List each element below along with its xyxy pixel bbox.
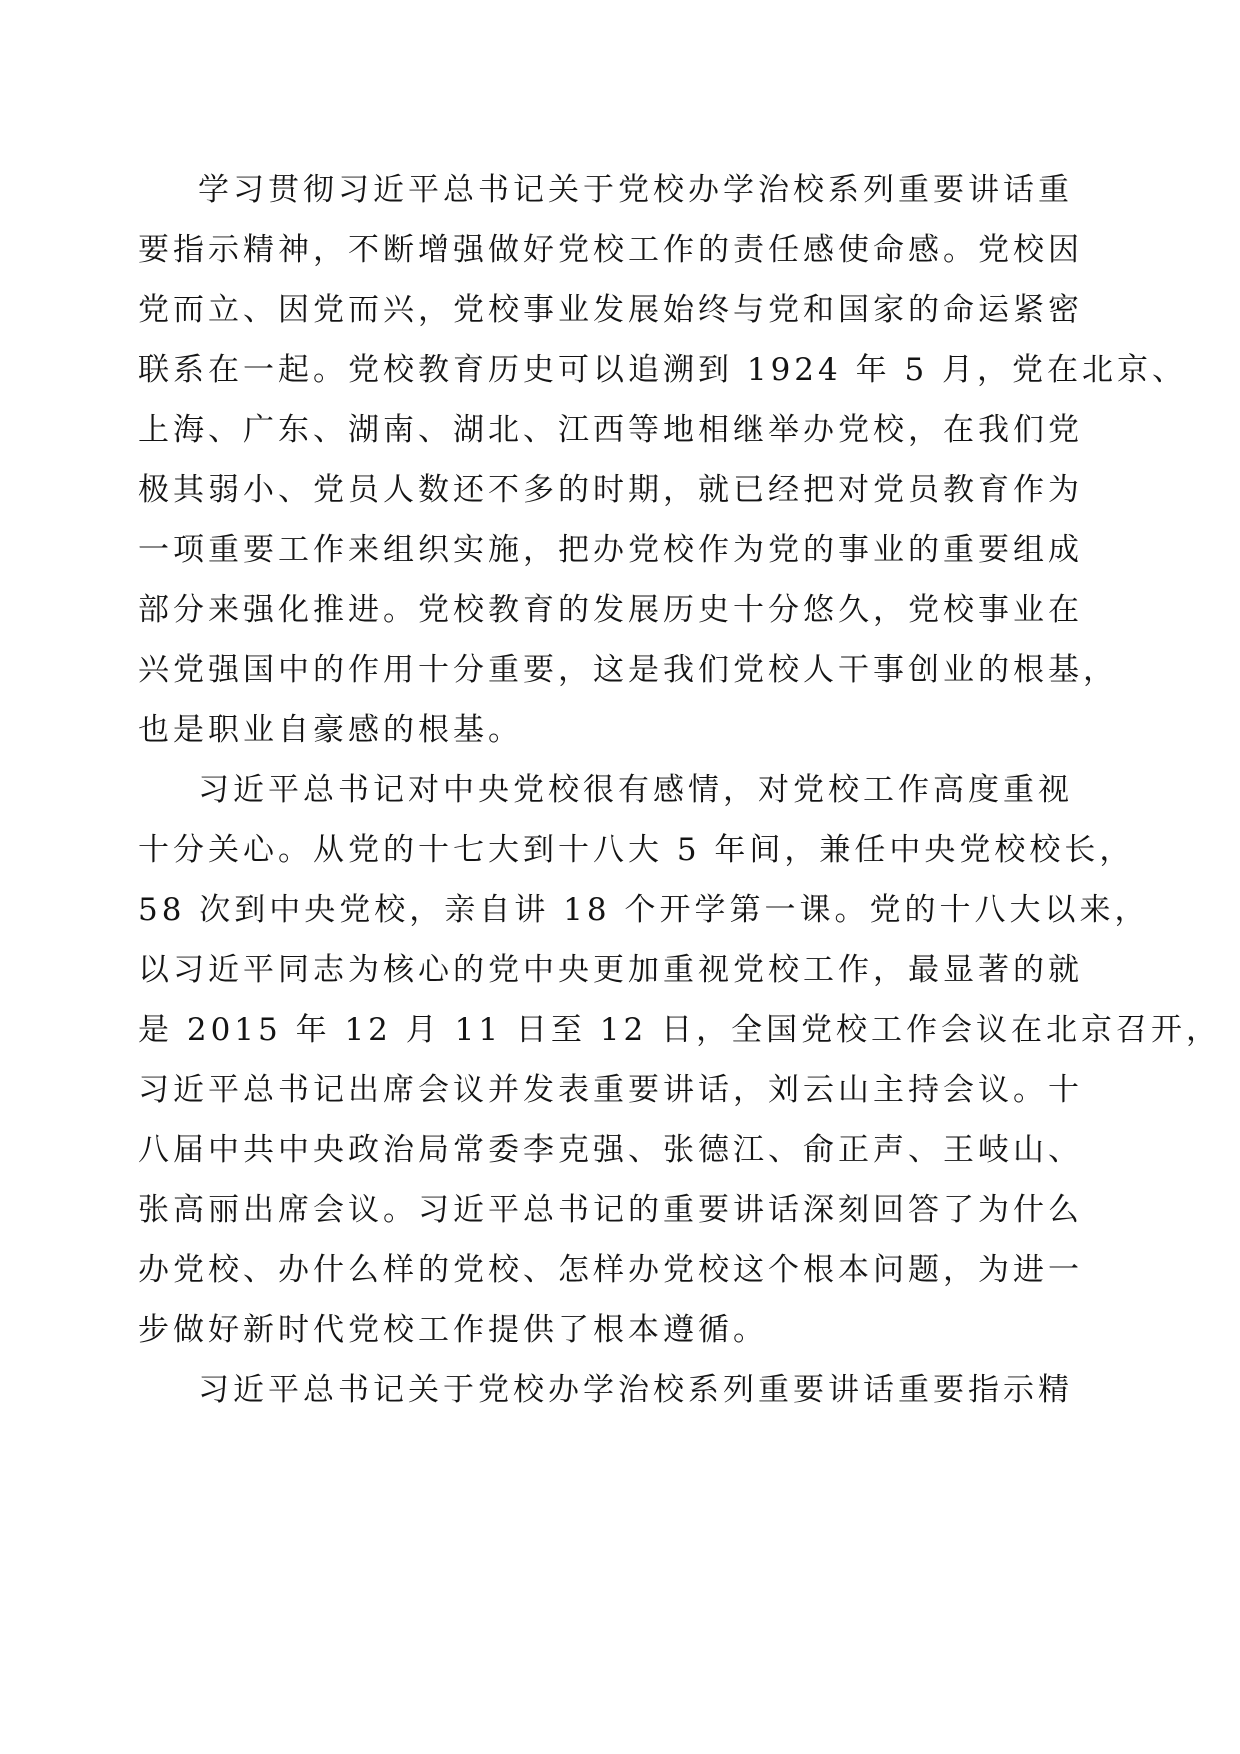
text-line: 习近平总书记出席会议并发表重要讲话，刘云山主持会议。十 [138,1072,1083,1108]
text-line: 上海、广东、湖南、湖北、江西等地相继举办党校，在我们党 [138,412,1083,448]
text-line: 是 2015 年 12 月 11 日至 12 日，全国党校工作会议在北京召开， [138,1012,1222,1048]
text-line: 办党校、办什么样的党校、怎样办党校这个根本问题，为进一 [138,1252,1083,1288]
text-line: 58 次到中央党校，亲自讲 18 个开学第一课。党的十八大以来， [138,892,1150,928]
text-line: 联系在一起。党校教育历史可以追溯到 1924 年 5 月，党在北京、 [138,352,1188,388]
text-line: 以习近平同志为核心的党中央更加重视党校工作，最显著的就 [138,952,1083,988]
text-line: 张高丽出席会议。习近平总书记的重要讲话深刻回答了为什么 [138,1192,1083,1228]
text-line: 也是职业自豪感的根基。 [138,712,523,748]
text-line: 要指示精神，不断增强做好党校工作的责任感使命感。党校因 [138,232,1083,268]
text-line: 步做好新时代党校工作提供了根本遵循。 [138,1312,768,1348]
text-line: 十分关心。从党的十七大到十八大 5 年间，兼任中央党校校长， [138,832,1135,868]
text-line: 八届中共中央政治局常委李克强、张德江、俞正声、王岐山、 [138,1132,1083,1168]
text-line: 极其弱小、党员人数还不多的时期，就已经把对党员教育作为 [138,472,1083,508]
text-line: 习近平总书记对中央党校很有感情，对党校工作高度重视 [198,772,1073,808]
text-line: 党而立、因党而兴，党校事业发展始终与党和国家的命运紧密 [138,292,1083,328]
text-line: 学习贯彻习近平总书记关于党校办学治校系列重要讲话重 [198,172,1073,208]
text-line: 一项重要工作来组织实施，把办党校作为党的事业的重要组成 [138,532,1083,568]
text-line: 兴党强国中的作用十分重要，这是我们党校人干事创业的根基， [138,652,1118,688]
text-line: 部分来强化推进。党校教育的发展历史十分悠久，党校事业在 [138,592,1083,628]
text-line: 习近平总书记关于党校办学治校系列重要讲话重要指示精 [198,1372,1073,1408]
